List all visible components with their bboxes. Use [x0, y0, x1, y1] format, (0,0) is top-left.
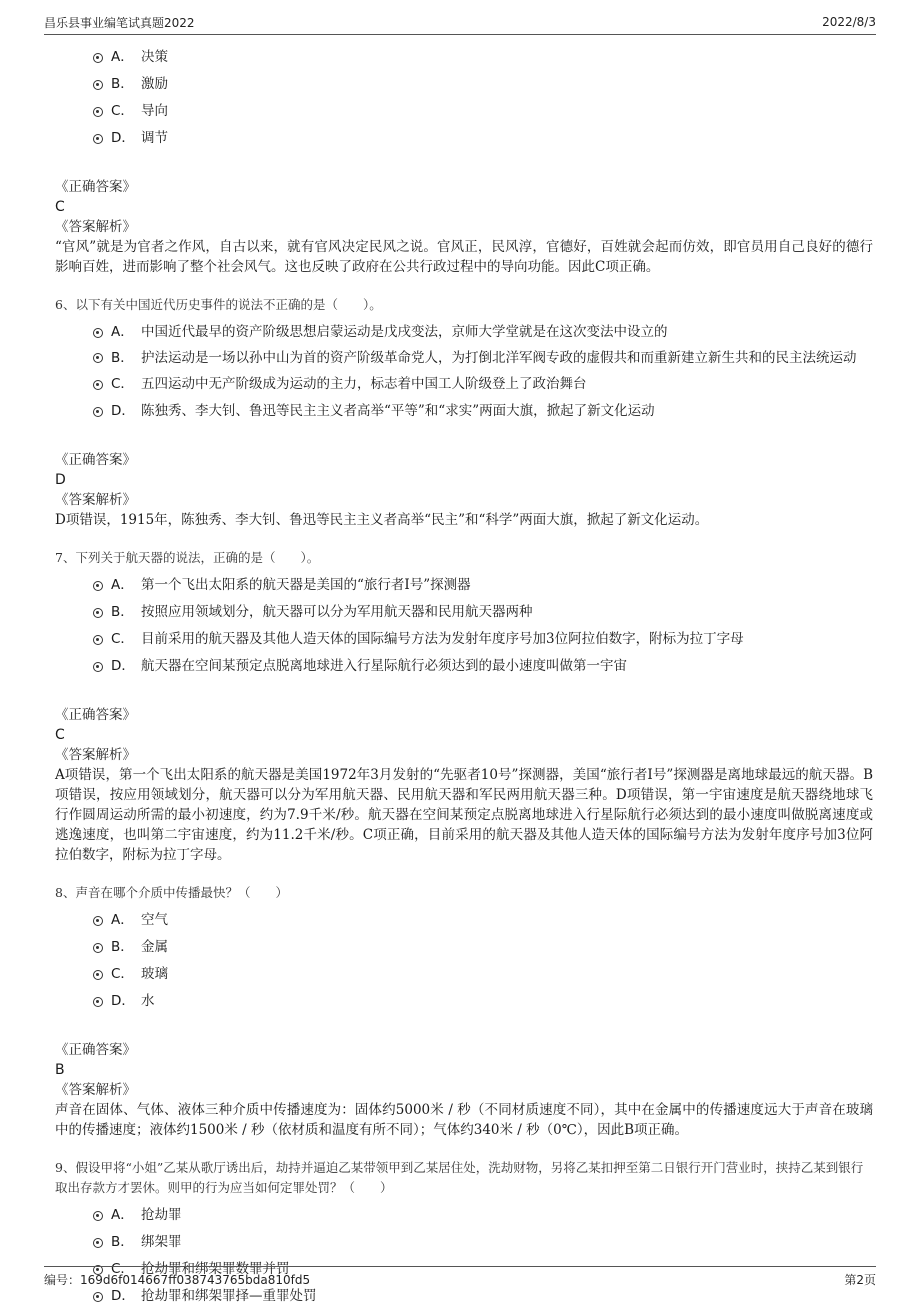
option-text: 抢劫罪	[141, 1207, 182, 1223]
page-number: 第2页	[844, 1272, 876, 1287]
radio-icon[interactable]	[93, 997, 103, 1007]
q5-explanation: “官风”就是为官者之作风，自古以来，就有官风决定民风之说。官风正，民风淳，官德好，百姓就会起而仿效，即官员用自己良好的德行影响百姓，进而影响了整个社会风气。这也反映了政府在公共行政过程中的导向功能。因此C项正确。	[55, 239, 873, 275]
q6-option-d[interactable]	[93, 398, 865, 424]
option-letter: A．	[111, 324, 134, 340]
radio-icon[interactable]	[93, 970, 103, 980]
option-text: 陈独秀、李大钊、鲁迅等民主主义者高举“平等”和“求实”两面大旗，掀起了新文化运动	[141, 403, 655, 419]
q8-option-b[interactable]	[93, 934, 865, 960]
option-text: 第一个飞出太阳系的航天器是美国的“旅行者I号”探测器	[141, 577, 471, 593]
option-text: 护法运动是一场以孙中山为首的资产阶级革命党人，为打倒北洋军阀专政的虚假共和而重新建立新生共和的民主法统运动	[141, 350, 857, 366]
q6-explanation: D项错误，1915年，陈独秀、李大钊、鲁迅等民主主义者高举“民主”和“科学”两面大旗，掀起了新文化运动。	[55, 512, 709, 528]
q5-answer-label: 《正确答案》	[55, 179, 136, 195]
q5-option-d[interactable]	[93, 125, 865, 151]
q5-answer: C	[55, 199, 65, 215]
option-letter: D．	[111, 403, 135, 419]
q6-question: 6、以下有关中国近代历史事件的说法不正确的是（ ）。	[55, 297, 382, 312]
q7-explanation-label: 《答案解析》	[55, 747, 136, 763]
q8-explanation: 声音在固体、气体、液体三种介质中传播速度为：固体约5000米 / 秒（不同材质速度不同），其中在金属中的传播速度远大于声音在玻璃中的传播速度；液体约1500米 / 秒（依材质和温度有所不同）；气体约340米 / 秒（0℃），因此B项正确。	[55, 1102, 873, 1138]
radio-icon[interactable]	[93, 53, 103, 63]
q7-option-b[interactable]	[93, 599, 865, 625]
option-letter: C．	[111, 376, 134, 392]
q8-option-d[interactable]	[93, 988, 865, 1014]
page-footer	[44, 1266, 876, 1291]
option-letter: C．	[111, 631, 134, 647]
radio-icon[interactable]	[93, 635, 103, 645]
radio-icon[interactable]	[93, 134, 103, 144]
option-letter: B．	[111, 350, 134, 366]
page-content	[55, 44, 873, 1310]
option-text: 目前采用的航天器及其他人造天体的国际编号方法为发射年度序号加3位阿拉伯数字，附标为拉丁字母	[141, 631, 744, 647]
option-letter: C．	[111, 1261, 134, 1277]
q8-explanation-label: 《答案解析》	[55, 1082, 136, 1098]
radio-icon[interactable]	[93, 107, 103, 117]
option-letter: C．	[111, 966, 134, 982]
option-letter: A．	[111, 912, 134, 928]
q8-option-c[interactable]	[93, 961, 865, 987]
q7-option-c[interactable]	[93, 626, 865, 652]
radio-icon[interactable]	[93, 328, 103, 338]
q8-option-a[interactable]	[93, 907, 865, 933]
q9-option-a[interactable]	[93, 1202, 865, 1228]
q9-question: 9、假设甲将“小姐”乙某从歌厅诱出后，劫持并逼迫乙某带领甲到乙某居住处，洗劫财物，另将乙某扣押至第二日银行开门营业时，挟持乙某到银行取出存款方才罢休。则甲的行为应当如何定罪处罚？（ ）	[55, 1160, 864, 1195]
q7-explanation: A项错误，第一个飞出太阳系的航天器是美国1972年3月发射的“先驱者10号”探测器，美国“旅行者I号”探测器是离地球最远的航天器。B项错误，按应用领域划分，航天器可以分为军用航天器、民用航天器和军民两用航天器三种。D项错误，第一宇宙速度是航天器绕地球飞行作圆周运动所需的最小初速度，约为7.9千米/秒。航天器在空间某预定点脱离地球进入行星际航行必须达到的最小速度叫做脱离速度或逃逸速度，也叫第二宇宙速度，约为11.2千米/秒。C项正确，目前采用的航天器及其他人造天体的国际编号方法为发射年度序号加3位阿拉伯数字，附标为拉丁字母。	[55, 767, 873, 863]
radio-icon[interactable]	[93, 1238, 103, 1248]
radio-icon[interactable]	[93, 1211, 103, 1221]
q5-options	[93, 44, 865, 151]
q7-question: 7、下列关于航天器的说法，正确的是（ ）。	[55, 550, 320, 565]
option-text: 空气	[141, 912, 168, 928]
option-letter: B．	[111, 939, 134, 955]
q6-options	[93, 319, 865, 424]
q6-option-a[interactable]	[93, 319, 865, 345]
q9-option-b[interactable]	[93, 1229, 865, 1255]
option-letter: B．	[111, 76, 134, 92]
option-letter: D．	[111, 993, 135, 1009]
q6-answer-label: 《正确答案》	[55, 452, 136, 468]
q7-answer-label: 《正确答案》	[55, 707, 136, 723]
q5-option-c[interactable]	[93, 98, 865, 124]
option-letter: A．	[111, 577, 134, 593]
option-text: 水	[141, 993, 155, 1009]
q6-option-c[interactable]	[93, 371, 865, 397]
document-date: 2022/8/3	[822, 15, 876, 29]
option-letter: D．	[111, 658, 135, 674]
option-letter: D．	[111, 130, 135, 146]
q5-option-b[interactable]	[93, 71, 865, 97]
radio-icon[interactable]	[93, 608, 103, 618]
q8-answer: B	[55, 1062, 65, 1078]
option-letter: D．	[111, 1288, 135, 1304]
option-text: 调节	[141, 130, 168, 146]
q5-option-a[interactable]	[93, 44, 865, 70]
radio-icon[interactable]	[93, 662, 103, 672]
option-text: 按照应用领域划分，航天器可以分为军用航天器和民用航天器两种	[141, 604, 533, 620]
q7-option-d[interactable]	[93, 653, 865, 679]
option-text: 金属	[141, 939, 168, 955]
page-header	[44, 10, 876, 35]
radio-icon[interactable]	[93, 1292, 103, 1302]
option-text: 中国近代最早的资产阶级思想启蒙运动是戊戌变法，京师大学堂就是在这次变法中设立的	[141, 324, 668, 340]
option-text: 航天器在空间某预定点脱离地球进入行星际航行必须达到的最小速度叫做第一宇宙	[141, 658, 627, 674]
q8-question: 8、声音在哪个介质中传播最快？（ ）	[55, 885, 288, 900]
q7-options	[93, 572, 865, 679]
document-title: 昌乐县事业编笔试真题2022	[44, 15, 195, 30]
option-letter: B．	[111, 1234, 134, 1250]
option-text: 导向	[141, 103, 168, 119]
q7-answer: C	[55, 727, 65, 743]
q6-answer: D	[55, 472, 66, 488]
radio-icon[interactable]	[93, 407, 103, 417]
option-letter: B．	[111, 604, 134, 620]
option-text: 抢劫罪和绑架罪择—重罪处罚	[141, 1288, 317, 1304]
q8-options	[93, 907, 865, 1014]
option-text: 抢劫罪和绑架罪数罪并罚	[141, 1261, 290, 1277]
option-text: 决策	[141, 49, 168, 65]
radio-icon[interactable]	[93, 943, 103, 953]
option-letter: C．	[111, 103, 134, 119]
q8-answer-label: 《正确答案》	[55, 1042, 136, 1058]
document-id: 编号：169d6f014667ff038743765bda810fd5	[44, 1272, 311, 1287]
option-text: 绑架罪	[141, 1234, 182, 1250]
option-text: 激励	[141, 76, 168, 92]
radio-icon[interactable]	[93, 80, 103, 90]
radio-icon[interactable]	[93, 581, 103, 591]
q5-explanation-label: 《答案解析》	[55, 219, 136, 235]
option-text: 玻璃	[141, 966, 168, 982]
radio-icon[interactable]	[93, 380, 103, 390]
option-letter: A．	[111, 1207, 134, 1223]
radio-icon[interactable]	[93, 916, 103, 926]
option-text: 五四运动中无产阶级成为运动的主力，标志着中国工人阶级登上了政治舞台	[141, 376, 587, 392]
option-letter: A．	[111, 49, 134, 65]
q9-options	[93, 1202, 865, 1309]
radio-icon[interactable]	[93, 353, 103, 363]
q6-option-b[interactable]	[93, 346, 865, 370]
q6-explanation-label: 《答案解析》	[55, 492, 136, 508]
q7-option-a[interactable]	[93, 572, 865, 598]
